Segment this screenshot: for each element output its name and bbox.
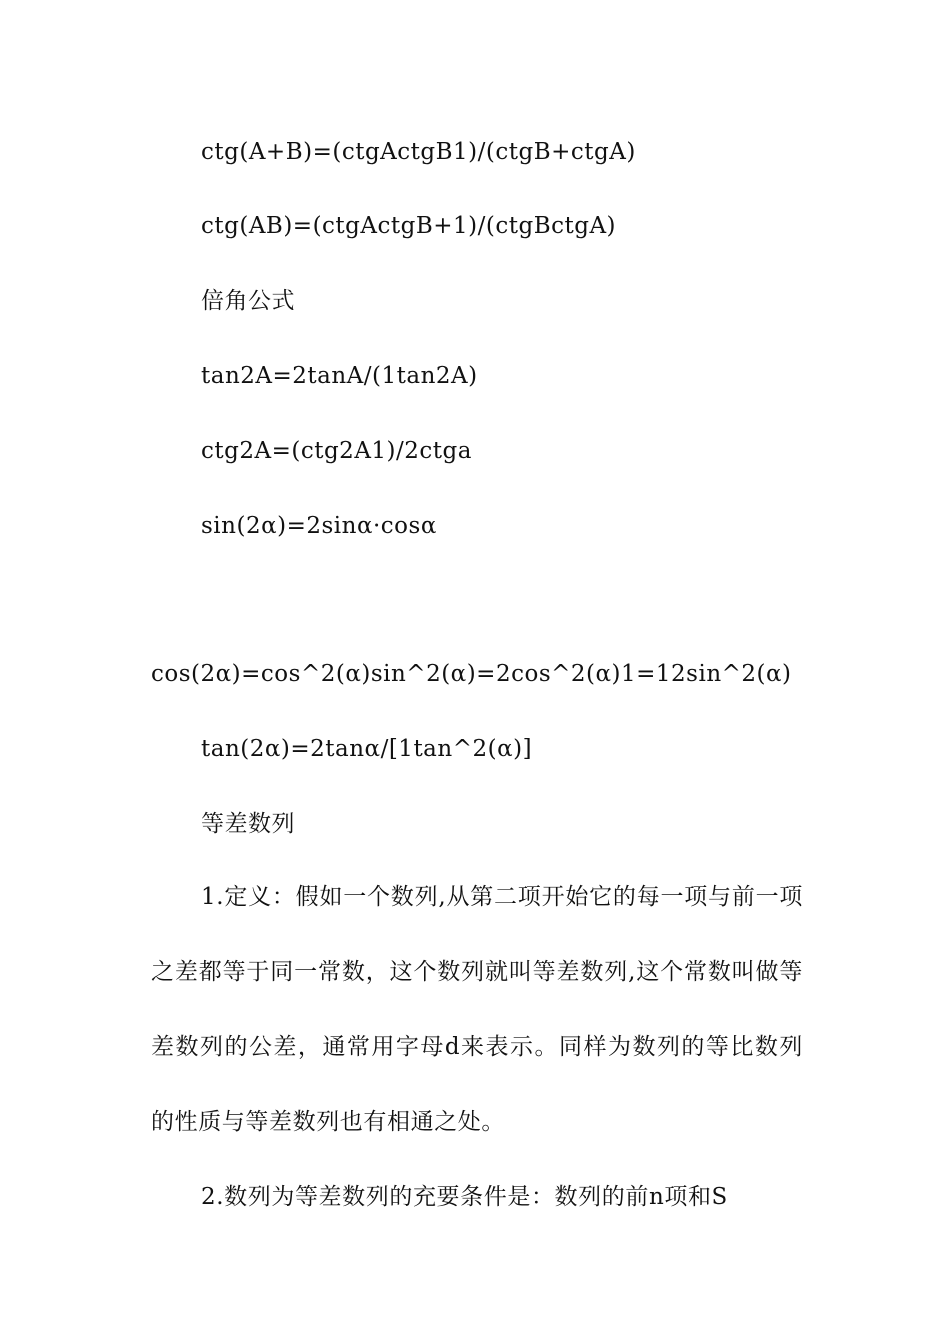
paragraph-definition: 1.定义：假如一个数列,从第二项开始它的每一项与前一项之差都等于同一常数，这个数列就叫等差数列,这个常数叫做等差数列的公差，通常用字母d来表示。同样为数列的等比数列的性质与等差数列也有相通之处。 xyxy=(151,884,803,1135)
paragraph-condition: 2.数列为等差数列的充要条件是：数列的前n项和S xyxy=(201,1184,728,1210)
formula-tan2a: tan(2α)=2tanα/[1tan^2(α)] xyxy=(201,736,533,762)
heading-double-angle: 倍角公式 xyxy=(201,288,295,314)
formula-ctg-diff: ctg(AB)=(ctgActgB+1)/(ctgBctgA) xyxy=(201,213,617,239)
formula-ctg-sum: ctg(A+B)=(ctgActgB1)/(ctgB+ctgA) xyxy=(201,139,636,165)
heading-arithmetic-sequence: 等差数列 xyxy=(201,811,295,837)
formula-cos2a: cos(2α)=cos^2(α)sin^2(α)=2cos^2(α)1=12sin^2(α) xyxy=(151,661,792,687)
formula-sin2a: sin(2α)=2sinα·cosα xyxy=(201,513,437,539)
formula-tan2A: tan2A=2tanA/(1tan2A) xyxy=(201,363,478,389)
formula-ctg2A: ctg2A=(ctg2A1)/2ctga xyxy=(201,438,472,464)
